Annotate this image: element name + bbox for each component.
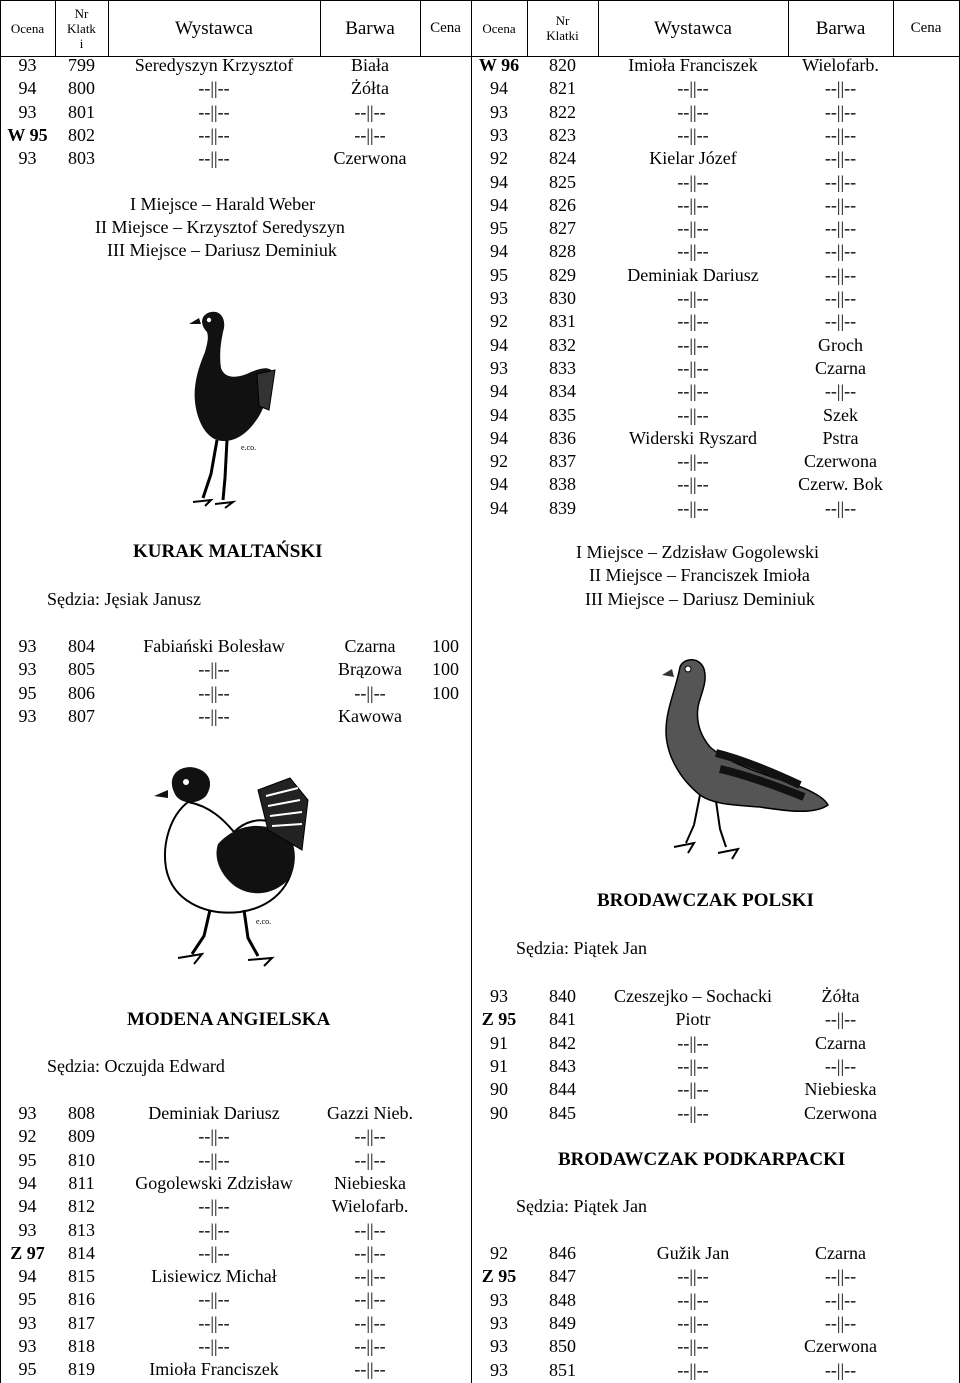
cell-ocena: Z 97 [10, 1242, 45, 1263]
cell-barwa: --||-- [824, 194, 857, 215]
cell-ocena: 93 [18, 659, 37, 680]
cell-barwa: Czarna [815, 1243, 866, 1263]
cell-wystawca: --||-- [198, 1312, 230, 1333]
cell-nr: 829 [549, 264, 576, 285]
cell-barwa: Niebieska [334, 1172, 406, 1193]
cell-wystawca: Gogolewski Zdzisław [135, 1172, 293, 1193]
cell-ocena: 92 [490, 1243, 508, 1263]
cell-ocena: 91 [490, 1055, 508, 1076]
cell-nr: 813 [68, 1219, 95, 1240]
cell-ocena: 93 [490, 288, 508, 308]
table-row [0, 1032, 960, 1055]
cell-ocena: Z 95 [481, 1009, 517, 1030]
table-row [0, 1359, 960, 1382]
cell-ocena: 94 [490, 427, 508, 448]
cell-nr: 844 [549, 1079, 576, 1100]
cell-barwa: --||-- [354, 1289, 386, 1310]
cell-barwa: --||-- [354, 1266, 386, 1287]
cell-wystawca: --||-- [677, 1079, 709, 1100]
cell-barwa: --||-- [354, 1242, 386, 1263]
table-row [0, 473, 960, 496]
cell-ocena: 94 [490, 78, 508, 99]
cell-barwa: Czerwona [804, 451, 877, 472]
cell-barwa: --||-- [824, 241, 857, 262]
cell-ocena: 93 [18, 1219, 37, 1240]
cell-ocena: 94 [18, 1172, 37, 1193]
cell-wystawca: --||-- [198, 101, 230, 122]
cell-nr: 835 [549, 404, 576, 425]
cell-wystawca: --||-- [198, 1219, 230, 1240]
cell-wystawca: --||-- [198, 1149, 230, 1170]
table-row [0, 334, 960, 357]
cell-nr: 812 [68, 1196, 95, 1217]
table-row [0, 427, 960, 450]
header-wystawca-right: Wystawca [654, 17, 732, 39]
table-row [0, 1125, 960, 1148]
table-row [0, 54, 960, 77]
cell-wystawca: --||-- [677, 1359, 709, 1380]
cell-wystawca: --||-- [677, 497, 709, 518]
cell-ocena: 91 [490, 1032, 508, 1053]
table-row [0, 985, 960, 1008]
cell-ocena: 93 [490, 101, 508, 122]
cell-nr: 808 [68, 1103, 95, 1123]
cell-ocena: 93 [18, 101, 37, 122]
header-ocena-right: Ocena [482, 20, 516, 36]
cell-barwa: --||-- [354, 682, 386, 703]
cell-barwa: --||-- [354, 101, 386, 122]
table-row [0, 404, 960, 427]
cell-barwa: --||-- [354, 1312, 386, 1333]
cell-nr: 837 [549, 451, 576, 472]
cell-wystawca: Lisiewicz Michał [151, 1266, 277, 1287]
table-row [0, 171, 960, 194]
cell-ocena: 94 [490, 497, 508, 518]
cell-nr: 832 [549, 334, 576, 355]
header-cena-left: Cena [430, 19, 461, 36]
cell-nr: 800 [68, 78, 95, 99]
cell-wystawca: --||-- [677, 1336, 709, 1357]
cell-barwa: Czarna [815, 357, 866, 378]
cell-nr: 831 [549, 311, 576, 332]
cell-nr: 816 [68, 1289, 95, 1310]
cell-barwa: --||-- [824, 218, 857, 239]
cell-barwa: Czarna [815, 1032, 866, 1053]
cell-nr: 819 [68, 1359, 95, 1380]
cell-barwa: --||-- [824, 497, 857, 518]
cell-barwa: --||-- [824, 171, 857, 192]
cell-ocena: W 95 [7, 124, 48, 145]
cell-ocena: 95 [18, 1289, 37, 1310]
cell-barwa: --||-- [824, 101, 857, 122]
cell-nr: 815 [68, 1266, 95, 1287]
cell-barwa: --||-- [824, 381, 857, 402]
cell-nr: 810 [68, 1149, 95, 1170]
cell-barwa: --||-- [824, 1289, 857, 1310]
cell-wystawca: Seredyszyn Krzysztof [134, 55, 294, 75]
cell-barwa: Czerwona [804, 1102, 877, 1123]
cell-barwa: --||-- [824, 1009, 857, 1030]
cell-wystawca: --||-- [677, 1102, 709, 1123]
cell-wystawca: --||-- [198, 1196, 230, 1217]
cell-wystawca: --||-- [677, 288, 709, 308]
brodawczak-polski-judge: Sędzia: Piątek Jan [516, 938, 647, 958]
cell-barwa: --||-- [824, 1359, 857, 1380]
header-barwa-right: Barwa [815, 17, 866, 39]
right-place-3: III Miejsce – Dariusz Deminiuk [585, 589, 815, 609]
cell-ocena: 94 [490, 241, 508, 262]
cell-nr: 806 [68, 682, 95, 703]
cell-barwa: --||-- [824, 78, 857, 99]
cell-ocena: 94 [18, 1196, 37, 1217]
cell-ocena: 95 [18, 1359, 37, 1380]
cell-barwa: --||-- [824, 264, 857, 285]
cell-ocena: 93 [490, 124, 508, 145]
cell-nr: 848 [549, 1289, 576, 1310]
cell-nr: 823 [549, 124, 576, 145]
cell-wystawca: --||-- [198, 705, 230, 726]
cell-ocena: 94 [490, 474, 508, 495]
cell-ocena: 95 [18, 1149, 37, 1170]
modena-judge: Sędzia: Oczujda Edward [47, 1056, 225, 1076]
cell-nr: 820 [549, 55, 576, 75]
cell-nr: 801 [68, 101, 95, 122]
cell-nr: 836 [549, 427, 576, 448]
cell-wystawca: --||-- [677, 311, 709, 332]
cell-wystawca: Deminiak Dariusz [148, 1103, 280, 1123]
cell-ocena: 94 [490, 334, 508, 355]
cell-wystawca: --||-- [198, 148, 230, 169]
cell-nr: 802 [68, 124, 95, 145]
cell-nr: 827 [549, 218, 576, 239]
cell-cena: 100 [432, 636, 459, 656]
cell-barwa: --||-- [354, 1219, 386, 1240]
cell-ocena: 90 [490, 1079, 508, 1100]
cell-ocena: 92 [490, 451, 508, 472]
cell-barwa: --||-- [824, 1266, 857, 1287]
cell-nr: 849 [549, 1312, 576, 1333]
cell-wystawca: --||-- [198, 124, 230, 145]
left-place-1: I Miejsce – Harald Weber [130, 194, 316, 214]
table-row [0, 1102, 960, 1125]
cell-barwa: Wielofarb. [802, 55, 879, 75]
cell-barwa: --||-- [824, 288, 857, 308]
cell-wystawca: --||-- [677, 124, 709, 145]
cell-barwa: --||-- [354, 1336, 386, 1356]
right-place-1: I Miejsce – Zdzisław Gogolewski [576, 542, 819, 562]
cell-ocena: 93 [490, 1289, 508, 1310]
modena-pigeon-illustration [640, 655, 840, 870]
cell-ocena: 92 [18, 1126, 37, 1147]
table-row [0, 1078, 960, 1101]
cell-wystawca: --||-- [198, 1336, 230, 1356]
cell-barwa: --||-- [354, 1149, 386, 1170]
cell-ocena: W 96 [478, 55, 520, 75]
cell-wystawca: Piotr [675, 1009, 711, 1030]
header-cena-right: Cena [910, 19, 942, 36]
cell-wystawca: --||-- [677, 241, 709, 262]
table-row [0, 1335, 960, 1358]
kurak-title: KURAK MALTAŃSKI [133, 541, 323, 562]
cell-wystawca: --||-- [677, 78, 709, 99]
cell-wystawca: Fabiański Bolesław [143, 636, 285, 656]
cell-wystawca: --||-- [677, 1032, 709, 1053]
cell-ocena: 93 [18, 1103, 37, 1123]
cell-ocena: 94 [490, 381, 508, 402]
table-row [0, 450, 960, 473]
cell-barwa: Żółta [351, 78, 389, 99]
cell-nr: 833 [549, 357, 576, 378]
cell-barwa: --||-- [824, 148, 857, 169]
cell-wystawca: --||-- [198, 659, 230, 680]
cell-wystawca: --||-- [677, 357, 709, 378]
cell-nr: 825 [549, 171, 576, 192]
table-row [0, 1172, 960, 1195]
cell-wystawca: Gužik Jan [656, 1243, 730, 1263]
cell-nr: 826 [549, 194, 576, 215]
cell-nr: 841 [549, 1009, 576, 1030]
black-pigeon-illustration [165, 310, 285, 520]
maltese-pigeon-illustration [148, 760, 323, 975]
cell-barwa: Biała [351, 55, 389, 75]
cell-ocena: 94 [18, 78, 37, 99]
modena-title: MODENA ANGIELSKA [127, 1009, 331, 1030]
cell-nr: 839 [549, 497, 576, 518]
cell-ocena: 93 [18, 636, 37, 656]
cell-barwa: Czerw. Bok [798, 474, 883, 495]
cell-cena: 100 [432, 682, 459, 703]
cell-ocena: 93 [490, 986, 508, 1006]
cell-wystawca: --||-- [677, 404, 709, 425]
cell-barwa: Czerwona [333, 148, 407, 169]
table-row [0, 77, 960, 100]
cell-ocena: 93 [490, 357, 508, 378]
cell-nr: 851 [549, 1359, 576, 1380]
cell-wystawca: --||-- [677, 381, 709, 402]
cell-wystawca: --||-- [677, 1266, 709, 1287]
header-nr-klatki-left [55, 0, 108, 56]
cell-nr: 821 [549, 78, 576, 99]
cell-nr: 828 [549, 241, 576, 262]
right-place-2: II Miejsce – Franciszek Imioła [589, 565, 810, 585]
cell-ocena: 93 [18, 705, 37, 726]
kurak-judge: Sędzia: Jęsiak Janusz [47, 589, 201, 609]
cell-ocena: 90 [490, 1102, 508, 1123]
cell-ocena: 95 [490, 264, 508, 285]
cell-wystawca: Deminiak Dariusz [627, 264, 759, 285]
svg-text:e.co.: e.co. [256, 917, 272, 926]
table-row [0, 147, 960, 170]
cell-barwa: Niebieska [804, 1079, 877, 1100]
cell-nr: 817 [68, 1312, 95, 1333]
cell-ocena: 93 [18, 55, 37, 75]
cell-barwa: Czerwona [804, 1336, 877, 1357]
table-row [0, 1265, 960, 1288]
cell-barwa: Szek [823, 404, 858, 425]
cell-barwa: --||-- [354, 1359, 386, 1380]
cell-barwa: --||-- [354, 1126, 386, 1147]
cell-nr: 845 [549, 1102, 576, 1123]
cell-nr: 838 [549, 474, 576, 495]
cell-ocena: 93 [490, 1336, 508, 1357]
cell-ocena: 93 [490, 1312, 508, 1333]
table-row [0, 357, 960, 380]
left-place-3: III Miejsce – Dariusz Deminiuk [107, 240, 337, 260]
cell-wystawca: --||-- [677, 1055, 709, 1076]
cell-wystawca: --||-- [677, 171, 709, 192]
cell-ocena: 94 [490, 194, 508, 215]
cell-nr: 847 [549, 1266, 576, 1287]
table-row [0, 380, 960, 403]
table-row [0, 124, 960, 147]
cell-wystawca: --||-- [677, 101, 709, 122]
table-row [0, 1219, 960, 1242]
left-place-2: II Miejsce – Krzysztof Seredyszyn [95, 217, 345, 237]
cell-barwa: --||-- [824, 1055, 857, 1076]
cell-nr: 846 [549, 1243, 576, 1263]
cell-nr: 842 [549, 1032, 576, 1053]
header-ocena-left: Ocena [10, 20, 45, 36]
cell-wystawca: --||-- [677, 1289, 709, 1310]
table-row [0, 1195, 960, 1218]
cell-wystawca: Czeszejko – Sochacki [614, 986, 772, 1006]
cell-barwa: Kawowa [338, 705, 402, 726]
header-wystawca-left: Wystawca [175, 17, 253, 39]
cell-barwa: Żółta [821, 986, 860, 1006]
cell-wystawca: Kielar Józef [649, 148, 737, 169]
cell-ocena: 93 [18, 148, 37, 169]
cell-ocena: Z 95 [481, 1266, 517, 1287]
cell-barwa: --||-- [824, 1312, 857, 1333]
cell-wystawca: --||-- [677, 451, 709, 472]
cell-nr: 811 [68, 1172, 95, 1193]
cell-barwa: --||-- [824, 124, 857, 145]
cell-nr: 850 [549, 1336, 576, 1357]
cell-wystawca: Widerski Ryszard [628, 427, 758, 448]
cell-wystawca: --||-- [677, 194, 709, 215]
cell-barwa: Czarna [344, 636, 396, 656]
cell-nr: 807 [68, 705, 95, 726]
table-row [0, 101, 960, 124]
header-nr-right-line2: Klatki [546, 28, 579, 43]
cell-ocena: 93 [18, 1336, 37, 1356]
cell-ocena: 94 [490, 171, 508, 192]
cell-barwa: Groch [818, 334, 863, 355]
cell-nr: 814 [68, 1242, 95, 1263]
cell-ocena: 95 [490, 218, 508, 239]
table-row [0, 1242, 960, 1265]
cell-nr: 818 [68, 1336, 95, 1356]
cell-wystawca: --||-- [198, 682, 230, 703]
table-row [0, 1289, 960, 1312]
brodawczak-podkarpacki-title: BRODAWCZAK PODKARPACKI [558, 1149, 846, 1170]
cell-barwa: Wielofarb. [331, 1196, 409, 1217]
cell-ocena: 93 [490, 1359, 508, 1380]
cell-wystawca: --||-- [198, 1126, 230, 1147]
cell-wystawca: Imioła Franciszek [628, 55, 758, 75]
cell-nr: 805 [68, 659, 95, 680]
cell-wystawca: --||-- [677, 1312, 709, 1333]
table-row [0, 497, 960, 520]
cell-ocena: 92 [490, 148, 508, 169]
table-row [0, 264, 960, 287]
cell-ocena: 92 [490, 311, 508, 332]
cell-nr: 822 [549, 101, 576, 122]
cell-wystawca: --||-- [198, 1242, 230, 1263]
cell-cena: 100 [432, 659, 459, 680]
header-nr-left-line2: Klatk [67, 20, 96, 36]
cell-wystawca: --||-- [198, 1289, 230, 1310]
cell-wystawca: --||-- [677, 474, 709, 495]
cell-ocena: 94 [18, 1266, 37, 1287]
cell-barwa: Pstra [822, 427, 859, 448]
cell-nr: 824 [549, 148, 576, 169]
table-row [0, 310, 960, 333]
cell-barwa: Gazzi Nieb. [327, 1103, 413, 1123]
cell-nr: 803 [68, 148, 95, 169]
cell-barwa: --||-- [824, 311, 857, 332]
brodawczak-podkarpacki-judge: Sędzia: Piątek Jan [516, 1196, 647, 1216]
cell-nr: 799 [68, 55, 95, 75]
cell-ocena: 94 [490, 404, 508, 425]
cell-wystawca: Imioła Franciszek [149, 1359, 279, 1380]
cell-ocena: 95 [18, 682, 37, 703]
cell-ocena: 93 [18, 1312, 37, 1333]
cell-nr: 830 [549, 288, 576, 308]
cell-wystawca: --||-- [198, 78, 230, 99]
cell-wystawca: --||-- [677, 218, 709, 239]
cell-nr: 834 [549, 381, 576, 402]
cell-wystawca: --||-- [677, 334, 709, 355]
svg-text:e.co.: e.co. [241, 443, 257, 452]
table-row [0, 287, 960, 310]
header-nr-right-line1: Nr [555, 13, 570, 28]
cell-barwa: --||-- [354, 124, 386, 145]
cell-nr: 843 [549, 1055, 576, 1076]
cell-nr: 809 [68, 1126, 95, 1147]
header-nr-left-line3: i [79, 35, 84, 51]
table-row [0, 1312, 960, 1335]
cell-barwa: Brązowa [338, 659, 402, 680]
brodawczak-polski-title: BRODAWCZAK POLSKI [597, 890, 814, 911]
header-nr-left-line1: Nr [74, 5, 89, 21]
cell-nr: 804 [68, 636, 95, 656]
cell-nr: 840 [549, 986, 576, 1006]
header-nr-klatki-right [527, 0, 598, 56]
header-barwa-left: Barwa [345, 17, 395, 39]
